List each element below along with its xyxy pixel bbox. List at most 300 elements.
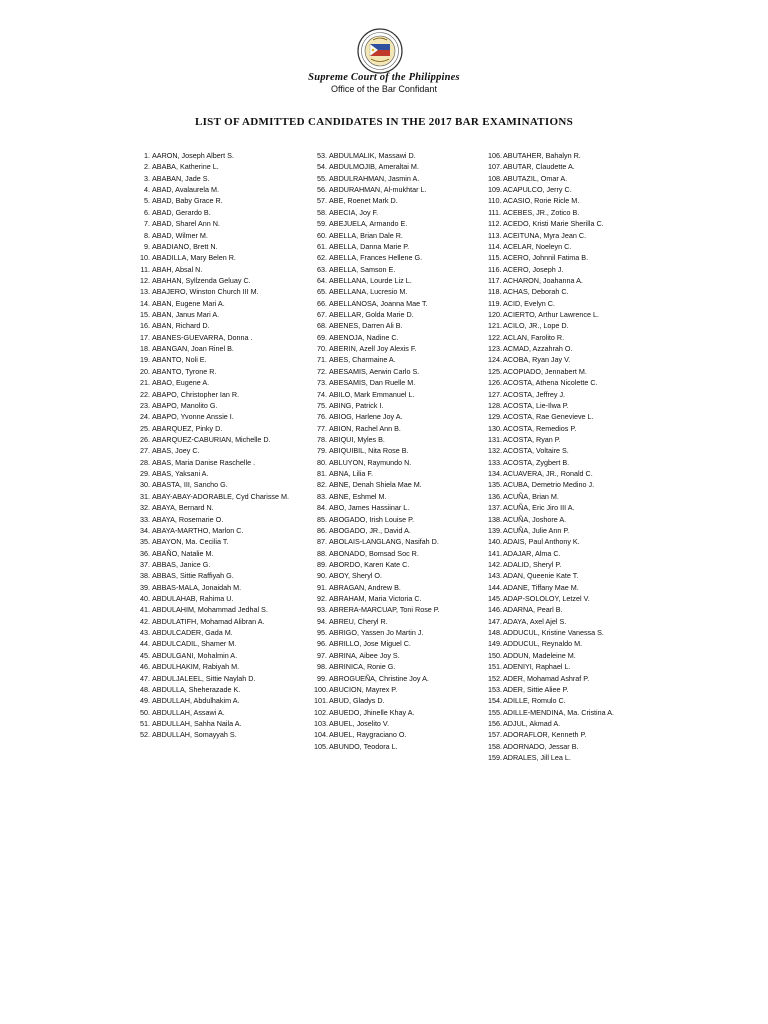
candidate-entry: [488, 288, 658, 296]
candidate-name: ABONADO, Bomsad Soc R.: [329, 548, 419, 558]
candidate-entry: [137, 197, 307, 205]
candidate-number: 94.: [317, 616, 327, 626]
candidate-number: 96.: [317, 639, 327, 649]
candidate-name: ABAN, Eugene Mari A.: [152, 298, 225, 308]
candidate-number: 157.: [488, 730, 502, 740]
candidate-name: ABAS, Joey C.: [152, 446, 200, 456]
candidate-number: 69.: [317, 332, 327, 342]
candidate-number: 115.: [488, 253, 502, 263]
candidate-name: ADJUL, Akmad A.: [503, 718, 561, 728]
candidate-name: ABESAMIS, Aerwin Carlo S.: [329, 366, 420, 376]
candidate-number: 150.: [488, 650, 502, 660]
candidate-name: ADAN, Queenie Kate T.: [503, 571, 579, 581]
candidate-name: ABDULLA, Sheherazade K.: [152, 684, 241, 694]
candidate-name: ABBAS-MALA, Jonaidah M.: [152, 582, 242, 592]
candidate-name: ABLUYON, Raymundo N.: [329, 457, 412, 467]
candidate-name: ABRIGO, Yassen Jo Martin J.: [329, 628, 424, 638]
candidate-entry: [137, 584, 307, 592]
candidate-name: ABELLANA, Lucresio M.: [329, 287, 408, 297]
candidate-entry: [137, 402, 307, 410]
candidate-entry: [137, 470, 307, 478]
candidate-name: ACOSTA, Ryan P.: [503, 434, 561, 444]
candidate-name: AARON, Joseph Albert S.: [152, 151, 234, 160]
candidate-number: 27.: [140, 446, 150, 456]
candidate-name: ABO, James Hassiinar L.: [329, 503, 410, 513]
candidate-entry: [314, 527, 484, 535]
candidate-name: ADAYA, Axel Ajel S.: [503, 616, 567, 626]
candidate-name: ABAD, Baby Grace R.: [152, 196, 223, 206]
candidate-entry: [488, 163, 658, 171]
candidate-name: ADANE, Tiffany Mae M.: [503, 582, 579, 592]
candidate-name: ABANGAN, Joan Rinel B.: [152, 344, 234, 354]
candidate-entry: [314, 311, 484, 319]
candidate-number: 131.: [488, 434, 502, 444]
candidate-entry: [488, 209, 658, 217]
candidate-number: 72.: [317, 366, 327, 376]
candidate-name: ABAPO, Yvonne Anssie I.: [152, 412, 234, 422]
candidate-entry: [314, 186, 484, 194]
candidate-entry: [314, 243, 484, 251]
candidate-number: 76.: [317, 412, 327, 422]
candidate-name: ABION, Rachel Ann B.: [329, 423, 401, 433]
candidate-number: 110.: [488, 196, 502, 206]
candidate-number: 25.: [140, 423, 150, 433]
candidate-number: 126.: [488, 378, 502, 388]
candidate-number: 22.: [140, 389, 150, 399]
candidate-name: ABOGADO, JR., David A.: [329, 525, 411, 535]
candidate-number: 48.: [140, 684, 150, 694]
candidate-number: 74.: [317, 389, 327, 399]
candidate-number: 123.: [488, 344, 502, 354]
candidate-number: 90.: [317, 571, 327, 581]
candidate-entry: [137, 686, 307, 694]
candidate-entry: [488, 493, 658, 501]
candidate-name: ACOSTA, Athena Nicolette C.: [503, 378, 598, 388]
candidate-name: ABAN, Janus Mari A.: [152, 310, 220, 320]
candidate-name: ADER, Mohamad Ashraf P.: [503, 673, 590, 683]
candidate-entry: [488, 243, 658, 251]
candidate-entry: [137, 527, 307, 535]
candidate-number: 140.: [488, 537, 502, 547]
candidate-number: 56.: [317, 185, 327, 195]
candidate-name: ADDUCUL, Reynaldo M.: [503, 639, 583, 649]
candidate-number: 149.: [488, 639, 502, 649]
candidate-number: 26.: [140, 434, 150, 444]
candidate-entry: [314, 345, 484, 353]
candidate-entry: [488, 334, 658, 342]
candidate-name: ABUTAZIL, Omar A.: [503, 173, 568, 183]
candidate-entry: [488, 413, 658, 421]
candidate-entry: [488, 731, 658, 739]
candidate-name: ADDUCUL, Kristine Vanessa S.: [503, 628, 604, 638]
candidate-entry: [314, 663, 484, 671]
candidate-number: 28.: [140, 457, 150, 467]
candidate-name: ABABA, Katherine L.: [152, 162, 219, 172]
candidate-entry: [488, 629, 658, 637]
candidate-entry: [314, 447, 484, 455]
candidate-entry: [137, 663, 307, 671]
candidate-name: ABIQUI, Myles B.: [329, 434, 385, 444]
candidate-name: ABELLA, Brian Dale R.: [329, 230, 403, 240]
candidate-name: ACOSTA, Remedios P.: [503, 423, 577, 433]
candidate-number: 52.: [140, 730, 150, 740]
candidate-name: ACEITUNA, Myra Jean C.: [503, 230, 587, 240]
candidate-number: 37.: [140, 559, 150, 569]
candidate-number: 145.: [488, 594, 502, 604]
candidate-entry: [488, 186, 658, 194]
candidate-entry: [137, 572, 307, 580]
candidate-number: 87.: [317, 537, 327, 547]
candidate-entry: [137, 209, 307, 217]
candidate-name: ABRINICA, Ronie G.: [329, 662, 396, 672]
candidate-name: ABAYA-MARTHO, Marlon C.: [152, 525, 244, 535]
candidate-number: 79.: [317, 446, 327, 456]
candidate-name: ACUBA, Demetrio Medino J.: [503, 480, 595, 490]
candidate-name: ABASTA, III, Sancho G.: [152, 480, 228, 490]
candidate-number: 82.: [317, 480, 327, 490]
candidate-number: 152.: [488, 673, 502, 683]
candidate-number: 36.: [140, 548, 150, 558]
candidate-name: ABAÑO, Natalie M.: [152, 548, 214, 558]
candidate-number: 139.: [488, 525, 502, 535]
candidate-number: 9.: [144, 241, 150, 251]
candidate-name: ACOBA, Ryan Jay V.: [503, 355, 571, 365]
candidate-name: ADALID, Sheryl P.: [503, 559, 562, 569]
candidate-name: ABRAGAN, Andrew B.: [329, 582, 401, 592]
candidate-entry: [488, 356, 658, 364]
candidate-entry: [137, 163, 307, 171]
candidate-entry: [314, 254, 484, 262]
candidate-number: 40.: [140, 594, 150, 604]
candidate-number: 138.: [488, 514, 502, 524]
candidate-name: ACUÑA, Eric Jiro III A.: [503, 503, 575, 513]
candidate-entry: [314, 288, 484, 296]
candidate-name: ABUNDO, Teodora L.: [329, 741, 398, 751]
candidate-name: ADILLE-MENDINA, Ma. Cristina A.: [503, 707, 615, 717]
candidate-number: 121.: [488, 321, 502, 331]
candidate-entry: [488, 527, 658, 535]
candidate-number: 111.: [488, 207, 501, 217]
candidate-name: ABAD, Avalaurela M.: [152, 185, 219, 195]
candidate-name: ABUEL, Joselito V.: [329, 718, 390, 728]
candidate-name: ABELLANA, Lourde Liz L.: [329, 275, 412, 285]
candidate-entry: [488, 300, 658, 308]
candidate-name: ABECIA, Joy F.: [329, 207, 379, 217]
candidate-number: 130.: [488, 423, 502, 433]
candidate-number: 45.: [140, 650, 150, 660]
candidate-name: ABBAS, Sittie Raffiyah G.: [152, 571, 234, 581]
candidate-number: 158.: [488, 741, 502, 751]
candidate-entry: [314, 481, 484, 489]
candidate-name: ABDURAHMAN, Al-mukhtar L.: [329, 185, 427, 195]
candidate-entry: [137, 447, 307, 455]
candidate-entry: [314, 595, 484, 603]
candidate-name: ABAS, Yaksani A.: [152, 469, 209, 479]
candidate-number: 120.: [488, 310, 502, 320]
candidate-number: 42.: [140, 616, 150, 626]
candidate-name: ABAN, Richard D.: [152, 321, 210, 331]
candidate-entry: [137, 675, 307, 683]
candidate-name: ACUÑA, Brian M.: [503, 491, 559, 501]
candidate-name: ACHAS, Deborah C.: [503, 287, 569, 297]
candidate-name: ABDULLAH, Assawi A.: [152, 707, 225, 717]
candidate-number: 60.: [317, 230, 327, 240]
candidate-number: 153.: [488, 684, 502, 694]
candidate-name: ADILLE, Romulo C.: [503, 696, 566, 706]
candidate-number: 18.: [140, 344, 150, 354]
candidate-name: ABDULMOJIB, Ameraltai M.: [329, 162, 419, 172]
candidate-number: 98.: [317, 662, 327, 672]
candidate-entry: [488, 368, 658, 376]
candidate-name: ABANES-GUEVARRA, Donna .: [152, 332, 253, 342]
candidate-number: 125.: [488, 366, 502, 376]
candidate-name: ABIOG, Harlene Joy A.: [329, 412, 403, 422]
candidate-name: ABRERA-MARCUAP, Toni Rose P.: [329, 605, 440, 615]
candidate-entry: [137, 493, 307, 501]
candidate-entry: [314, 232, 484, 240]
candidate-entry: [137, 311, 307, 319]
candidate-entry: [488, 516, 658, 524]
candidate-entry: [488, 175, 658, 183]
candidate-number: 54.: [317, 162, 327, 172]
candidate-entry: [314, 322, 484, 330]
candidate-number: 59.: [317, 219, 327, 229]
candidate-number: 112.: [488, 219, 502, 229]
candidate-column-2: [314, 152, 484, 754]
candidate-number: 17.: [140, 332, 150, 342]
candidate-number: 34.: [140, 525, 150, 535]
candidate-entry: [488, 311, 658, 319]
candidate-name: ABDULJALEEL, Sittie Naylah D.: [152, 673, 256, 683]
candidate-entry: [137, 618, 307, 626]
candidate-name: ABUTAHER, Bahalyn R.: [503, 151, 581, 160]
candidate-entry: [488, 402, 658, 410]
candidate-name: ADENIYI, Raphael L.: [503, 662, 571, 672]
candidate-name: ABAPO, Manolito G.: [152, 400, 218, 410]
candidate-entry: [314, 334, 484, 342]
candidate-name: ABAPO, Christopher Ian R.: [152, 389, 240, 399]
candidate-name: ABAD, Wilmer M.: [152, 230, 208, 240]
candidate-name: ACUÑA, Joshore A.: [503, 514, 567, 524]
candidate-number: 122.: [488, 332, 502, 342]
candidate-entry: [488, 470, 658, 478]
candidate-number: 73.: [317, 378, 327, 388]
candidate-entry: [137, 731, 307, 739]
candidate-column-1: [137, 152, 307, 743]
candidate-number: 11.: [140, 264, 150, 274]
candidate-name: ABILO, Mark Emmanuel L.: [329, 389, 415, 399]
candidate-number: 137.: [488, 503, 502, 513]
candidate-entry: [314, 720, 484, 728]
candidate-name: ABDULCADER, Gada M.: [152, 628, 233, 638]
candidate-number: 24.: [140, 412, 150, 422]
candidate-number: 7.: [144, 219, 150, 229]
candidate-name: ABAH, Absal N.: [152, 264, 203, 274]
candidate-name: ABARQUEZ-CABURIAN, Michelle D.: [152, 434, 271, 444]
candidate-number: 30.: [140, 480, 150, 490]
candidate-entry: [314, 356, 484, 364]
candidate-entry: [137, 481, 307, 489]
candidate-number: 85.: [317, 514, 327, 524]
candidate-entry: [314, 618, 484, 626]
candidate-number: 38.: [140, 571, 150, 581]
candidate-entry: [137, 243, 307, 251]
candidate-entry: [137, 254, 307, 262]
candidate-number: 103.: [314, 718, 328, 728]
candidate-entry: [488, 481, 658, 489]
candidate-name: ABOY, Sheryl O.: [329, 571, 382, 581]
candidate-number: 21.: [140, 378, 150, 388]
candidate-name: ABENOJA, Nadine C.: [329, 332, 399, 342]
candidate-name: ACERO, Joseph J.: [503, 264, 564, 274]
candidate-number: 68.: [317, 321, 327, 331]
candidate-entry: [137, 425, 307, 433]
candidate-name: ADARNA, Pearl B.: [503, 605, 563, 615]
candidate-name: ABUTAR, Claudette A.: [503, 162, 575, 172]
candidate-name: ADER, Sittie Aliee P.: [503, 684, 569, 694]
candidate-entry: [314, 709, 484, 717]
candidate-name: ACAPULCO, Jerry C.: [503, 185, 572, 195]
candidate-name: ABUD, Gladys D.: [329, 696, 385, 706]
candidate-number: 41.: [140, 605, 150, 615]
candidate-number: 61.: [317, 241, 327, 251]
candidate-number: 2.: [144, 162, 150, 172]
candidate-number: 116.: [488, 264, 502, 274]
candidate-name: ACUAVERA, JR., Ronald C.: [503, 469, 593, 479]
candidate-name: ACOSTA, Rae Genevieve L.: [503, 412, 594, 422]
candidate-number: 133.: [488, 457, 502, 467]
candidate-entry: [488, 561, 658, 569]
candidate-entry: [137, 322, 307, 330]
candidate-entry: [314, 652, 484, 660]
candidate-number: 104.: [314, 730, 328, 740]
candidate-column-3: [488, 152, 658, 765]
candidate-number: 114.: [488, 241, 502, 251]
candidate-number: 71.: [317, 355, 327, 365]
candidate-name: ABEJUELA, Armando E.: [329, 219, 408, 229]
candidate-entry: [488, 550, 658, 558]
candidate-number: 50.: [140, 707, 150, 717]
candidate-name: ADORNADO, Jessar B.: [503, 741, 579, 751]
candidate-name: ACLAN, Farolito R.: [503, 332, 565, 342]
candidate-name: ABING, Patrick I.: [329, 400, 384, 410]
candidate-entry: [314, 493, 484, 501]
candidate-number: 39.: [140, 582, 150, 592]
candidate-entry: [314, 277, 484, 285]
candidate-number: 16.: [140, 321, 150, 331]
candidate-number: 78.: [317, 434, 327, 444]
candidate-number: 93.: [317, 605, 327, 615]
candidate-entry: [314, 175, 484, 183]
candidate-name: ACEBES, JR., Zotico B.: [503, 207, 580, 217]
candidate-entry: [137, 345, 307, 353]
candidate-entry: [137, 459, 307, 467]
candidate-entry: [488, 459, 658, 467]
candidate-number: 49.: [140, 696, 150, 706]
candidate-name: ABROGUEÑA, Christine Joy A.: [329, 673, 429, 683]
court-name: Supreme Court of the Philippines: [308, 72, 460, 83]
candidate-name: ADRALES, Jill Lea L.: [503, 753, 571, 763]
candidate-name: ABADILLA, Mary Belen R.: [152, 253, 236, 263]
candidate-number: 67.: [317, 310, 327, 320]
candidate-number: 128.: [488, 400, 502, 410]
candidate-entry: [314, 209, 484, 217]
candidate-entry: [314, 572, 484, 580]
candidate-entry: [137, 266, 307, 274]
candidate-entry: [488, 152, 658, 160]
candidate-number: 151.: [488, 662, 502, 672]
candidate-entry: [314, 731, 484, 739]
candidate-name: ABDULATIFH, Mohamad Alibran A.: [152, 616, 265, 626]
candidate-entry: [137, 368, 307, 376]
candidate-number: 101.: [314, 696, 328, 706]
candidate-number: 77.: [317, 423, 327, 433]
candidate-entry: [488, 504, 658, 512]
candidate-number: 109.: [488, 185, 502, 195]
candidate-name: ABBAS, Janice G.: [152, 559, 211, 569]
candidate-number: 142.: [488, 559, 502, 569]
candidate-entry: [314, 368, 484, 376]
candidate-name: ACEDO, Kristi Marie Sherilla C.: [503, 219, 604, 229]
candidate-entry: [488, 391, 658, 399]
candidate-name: ADAJAR, Alma C.: [503, 548, 561, 558]
candidate-name: ABDULAHAB, Rahima U.: [152, 594, 234, 604]
candidate-name: ABDULGANI, Mohalmin A.: [152, 650, 238, 660]
candidate-entry: [137, 288, 307, 296]
candidate-name: ABAD, Gerardo B.: [152, 207, 211, 217]
candidate-name: ABOLAIS-LANGLANG, Nasifah D.: [329, 537, 439, 547]
candidate-entry: [314, 220, 484, 228]
candidate-number: 51.: [140, 718, 150, 728]
candidate-entry: [488, 709, 658, 717]
candidate-entry: [314, 197, 484, 205]
candidate-name: ACOSTA, Lie-Ilwa P.: [503, 400, 569, 410]
candidate-number: 83.: [317, 491, 327, 501]
candidate-name: ABADIANO, Brett N.: [152, 241, 218, 251]
candidate-name: ABAD, Sharel Ann N.: [152, 219, 220, 229]
candidate-entry: [137, 413, 307, 421]
candidate-name: ADORAFLOR, Kenneth P.: [503, 730, 587, 740]
candidate-number: 13.: [140, 287, 150, 297]
candidate-name: ABAJERO, Winston Church III M.: [152, 287, 259, 297]
candidate-entry: [488, 686, 658, 694]
candidate-name: ABELLANOSA, Joanna Mae T.: [329, 298, 428, 308]
candidate-number: 33.: [140, 514, 150, 524]
candidate-entry: [314, 163, 484, 171]
candidate-entry: [488, 640, 658, 648]
candidate-number: 80.: [317, 457, 327, 467]
candidate-number: 31.: [140, 491, 150, 501]
candidate-name: ACOSTA, Voltaire S.: [503, 446, 569, 456]
candidate-number: 107.: [488, 162, 502, 172]
candidate-entry: [314, 743, 484, 751]
candidate-entry: [488, 266, 658, 274]
candidate-entry: [314, 402, 484, 410]
candidate-number: 144.: [488, 582, 502, 592]
candidate-number: 20.: [140, 366, 150, 376]
candidate-name: ABAO, Eugene A.: [152, 378, 210, 388]
candidate-number: 89.: [317, 559, 327, 569]
candidate-name: ACMAD, Azzahrah O.: [503, 344, 573, 354]
candidate-number: 108.: [488, 173, 502, 183]
candidate-number: 124.: [488, 355, 502, 365]
candidate-number: 118.: [488, 287, 502, 297]
candidate-entry: [488, 663, 658, 671]
candidate-number: 134.: [488, 469, 502, 479]
candidate-number: 127.: [488, 389, 502, 399]
candidate-entry: [314, 459, 484, 467]
candidate-number: 75.: [317, 400, 327, 410]
